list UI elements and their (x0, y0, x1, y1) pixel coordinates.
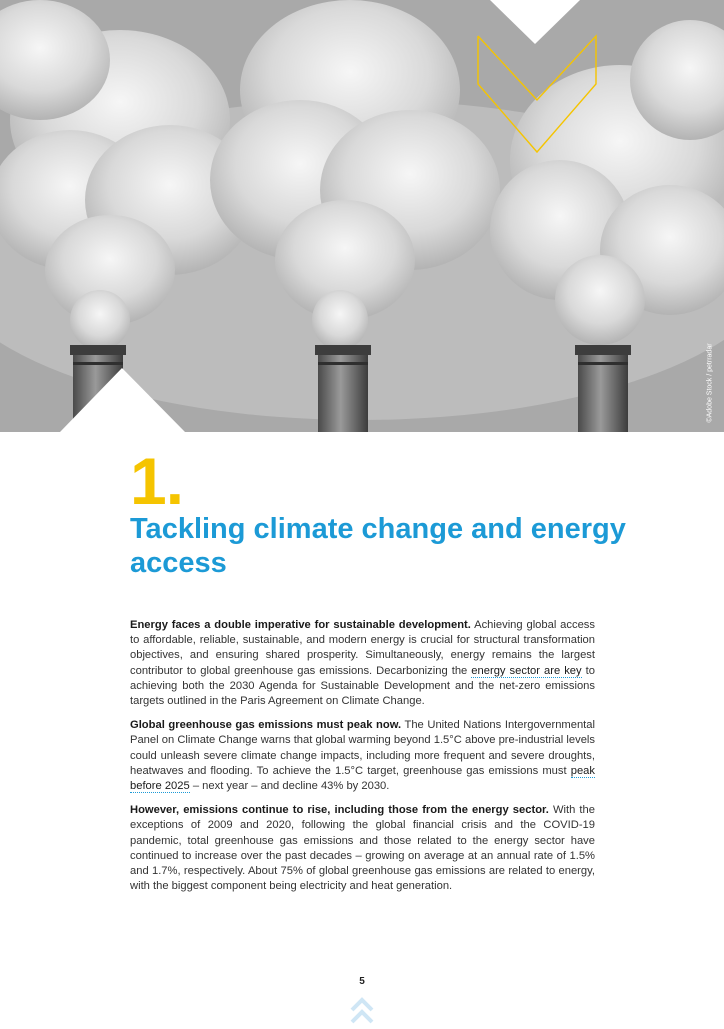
paragraph-3: However, emissions continue to rise, including those from the energy sector. With the exceptions of 2009 and 2020, following the global financial crisis and the COVID-19 pandemic, total greenhouse gas emissions and those related to the energy sector have continued to increase over the past decades – growing on average at an annual rate of 1.5% and 1.7%, respectively. About 75% of global greenhouse gas emissions are related to energy, with the biggest component being electricity and heat generation. (130, 804, 595, 893)
hero-photo (0, 0, 724, 432)
chapter-number: 1. (130, 444, 184, 518)
smokestack-middle (315, 345, 371, 432)
paragraph-lead: However, emissions continue to rise, including those from the energy sector. (130, 804, 549, 817)
double-chevron-up-icon[interactable] (350, 996, 374, 1024)
page-number: 5 (359, 976, 365, 987)
smokestacks-photo (0, 0, 724, 432)
smokestack-right (575, 345, 631, 432)
body-text (130, 618, 595, 903)
paragraph-2: Global greenhouse gas emissions must peak now. The United Nations Intergovernmental Panel on Climate Change warns that global warming beyond 1.5°C above pre-industrial levels could unleash severe climate change impacts, including more frequent and severe droughts, heatwaves and flooding. To achieve the 1.5°C target, greenhouse gas emissions must peak before 2025 – next year – and decline 43% by 2030. (130, 719, 596, 793)
energy-sector-link[interactable]: energy sector are key (471, 664, 582, 677)
chapter-title: Tackling climate change and energy access (130, 513, 626, 579)
paragraph-lead: Energy faces a double imperative for sustainable development. (130, 619, 471, 631)
paragraph-1: Energy faces a double imperative for sustainable development. Achieving global access to affordable, reliable, sustainable, and modern energy is crucial for structural transformation objectives, and ensuring shared prosperity. Simultaneously, energy remains the largest contributor to global greenhouse gas emissions. Decarbonizing the energy sector are key to achieving both the 2030 Agenda for Sustainable Development and the net-zero emissions targets outlined in the Paris Agreement on Climate Change. (130, 619, 595, 708)
paragraph-lead: Global greenhouse gas emissions must peak now. (130, 719, 402, 732)
peak-before-2025-link[interactable]: peak before 2025 (130, 764, 595, 793)
photo-credit: ©Adobe Stock / petrradar (706, 342, 714, 423)
